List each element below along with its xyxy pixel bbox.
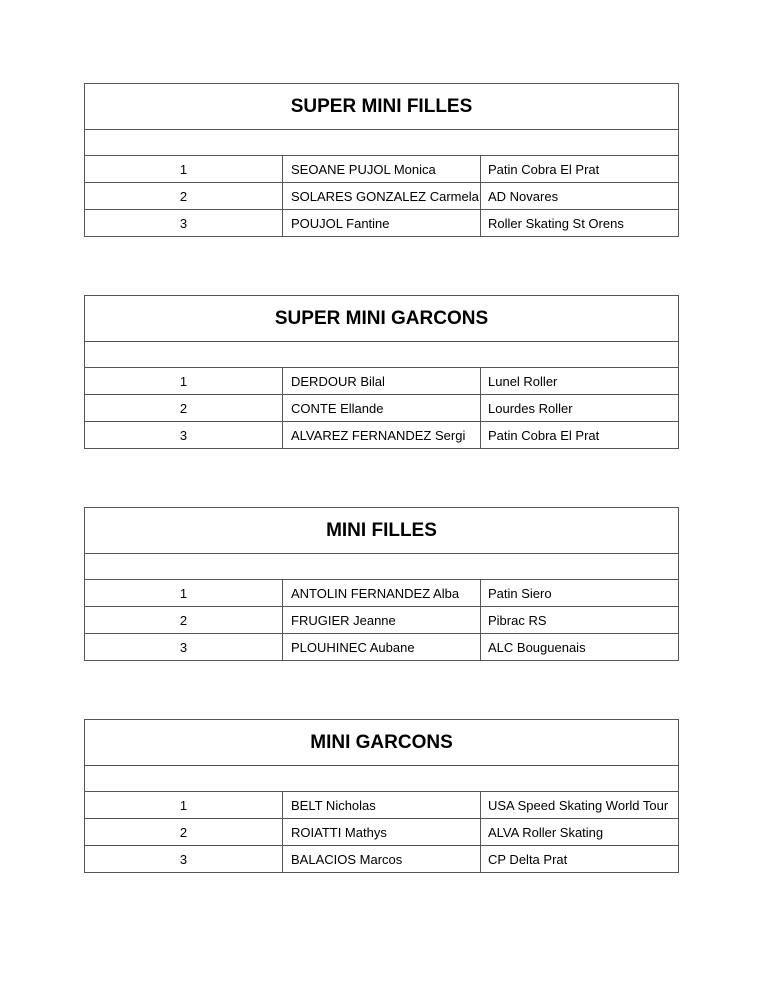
club-name: CP Delta Prat — [481, 846, 679, 873]
athlete-name: CONTE Ellande — [283, 395, 481, 422]
athlete-name: DERDOUR Bilal — [283, 368, 481, 395]
club-name: Roller Skating St Orens — [481, 210, 679, 237]
rank-cell: 3 — [85, 210, 283, 237]
club-name: ALC Bouguenais — [481, 634, 679, 661]
athlete-name: ALVAREZ FERNANDEZ Sergi — [283, 422, 481, 449]
rank-cell: 1 — [85, 156, 283, 183]
athlete-name: SEOANE PUJOL Monica — [283, 156, 481, 183]
table-row — [85, 846, 679, 873]
spacer-row — [85, 342, 679, 368]
table-row — [85, 210, 679, 237]
rank-cell: 3 — [85, 846, 283, 873]
rank-cell: 1 — [85, 580, 283, 607]
rank-cell: 2 — [85, 183, 283, 210]
spacer-row — [85, 766, 679, 792]
club-name: Patin Cobra El Prat — [481, 422, 679, 449]
rank-cell: 2 — [85, 607, 283, 634]
table-row — [85, 156, 679, 183]
table-row — [85, 792, 679, 819]
rank-cell: 1 — [85, 792, 283, 819]
category-title: SUPER MINI FILLES — [85, 84, 679, 130]
club-name: Lourdes Roller — [481, 395, 679, 422]
table-row — [85, 368, 679, 395]
athlete-name: POUJOL Fantine — [283, 210, 481, 237]
rank-cell: 3 — [85, 634, 283, 661]
category-title: MINI FILLES — [85, 508, 679, 554]
rank-cell: 3 — [85, 422, 283, 449]
club-name: Pibrac RS — [481, 607, 679, 634]
athlete-name: ROIATTI Mathys — [283, 819, 481, 846]
spacer-row — [85, 130, 679, 156]
category-table-mini-garcons — [84, 719, 679, 873]
athlete-name: ANTOLIN FERNANDEZ Alba — [283, 580, 481, 607]
table-row — [85, 395, 679, 422]
club-name: Lunel Roller — [481, 368, 679, 395]
club-name: ALVA Roller Skating — [481, 819, 679, 846]
athlete-name: BALACIOS Marcos — [283, 846, 481, 873]
athlete-name: PLOUHINEC Aubane — [283, 634, 481, 661]
category-title: SUPER MINI GARCONS — [85, 296, 679, 342]
category-title: MINI GARCONS — [85, 720, 679, 766]
table-row — [85, 183, 679, 210]
spacer-row — [85, 554, 679, 580]
table-row — [85, 819, 679, 846]
athlete-name: BELT Nicholas — [283, 792, 481, 819]
category-table-super-mini-garcons — [84, 295, 679, 449]
table-row — [85, 634, 679, 661]
table-row — [85, 422, 679, 449]
club-name: Patin Siero — [481, 580, 679, 607]
category-table-mini-filles — [84, 507, 679, 661]
rank-cell: 1 — [85, 368, 283, 395]
rank-cell: 2 — [85, 395, 283, 422]
club-name: AD Novares — [481, 183, 679, 210]
athlete-name: SOLARES GONZALEZ Carmela — [283, 183, 481, 210]
athlete-name: FRUGIER Jeanne — [283, 607, 481, 634]
club-name: Patin Cobra El Prat — [481, 156, 679, 183]
table-row — [85, 580, 679, 607]
category-table-super-mini-filles — [84, 83, 679, 237]
rank-cell: 2 — [85, 819, 283, 846]
table-row — [85, 607, 679, 634]
club-name: USA Speed Skating World Tour — [481, 792, 679, 819]
